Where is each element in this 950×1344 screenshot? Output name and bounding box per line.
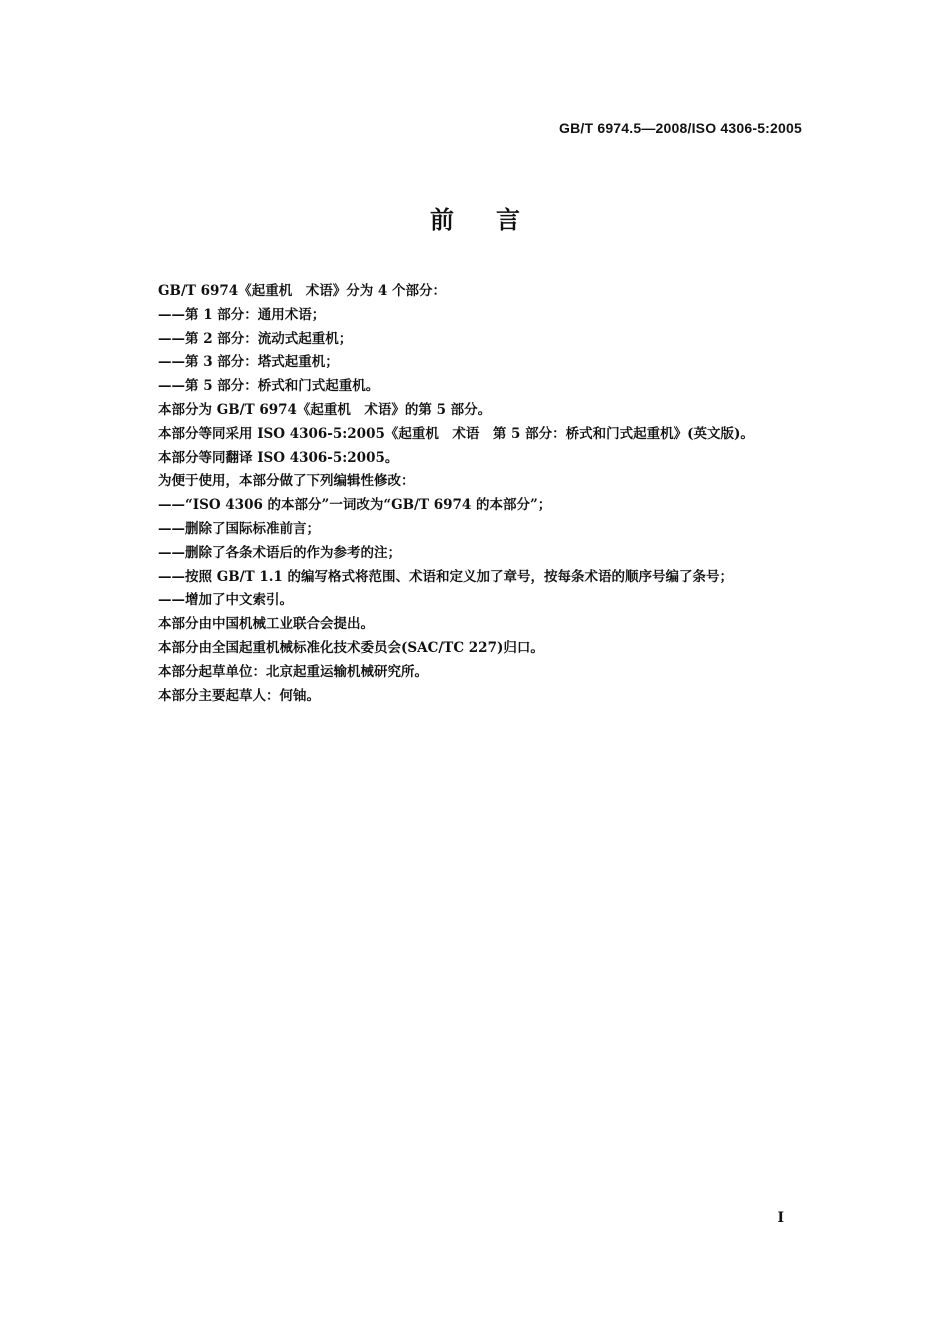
text-line: 本部分等同翻译 ISO 4306-5:2005。 xyxy=(158,449,399,466)
text-line: 本部分等同采用 ISO 4306-5:2005《起重机 术语 第 5 部分：桥式和门式起重机》(英文版)。 xyxy=(158,425,754,442)
foreword-body xyxy=(158,280,818,708)
text-line: ——第 1 部分：通用术语； xyxy=(158,306,326,323)
page-number: I xyxy=(777,1210,784,1226)
text-line: ——“ISO 4306 的本部分”一词改为“GB/T 6974 的本部分”； xyxy=(158,497,552,514)
text-line: 本部分由中国机械工业联合会提出。 xyxy=(158,616,374,633)
text-line: 本部分为 GB/T 6974《起重机 术语》的第 5 部分。 xyxy=(158,401,492,418)
standard-code-header: GB/T 6974.5—2008/ISO 4306-5:2005 xyxy=(559,120,802,136)
text-line: ——删除了各条术语后的作为参考的注； xyxy=(158,544,401,561)
text-line: 为便于使用，本部分做了下列编辑性修改： xyxy=(158,473,415,490)
text-line: 本部分起草单位：北京起重运输机械研究所。 xyxy=(158,663,428,680)
text-line: GB/T 6974《起重机 术语》分为 4 个部分： xyxy=(158,283,446,299)
text-line: 本部分主要起草人：何铀。 xyxy=(158,687,320,704)
page-title: 前言 xyxy=(430,206,562,234)
text-line: ——删除了国际标准前言； xyxy=(158,520,320,537)
text-line: ——增加了中文索引。 xyxy=(158,592,293,609)
text-line: ——第 3 部分：塔式起重机； xyxy=(158,354,339,371)
text-line: ——第 5 部分：桥式和门式起重机。 xyxy=(158,378,380,395)
text-line: 本部分由全国起重机械标准化技术委员会(SAC/TC 227)归口。 xyxy=(158,639,544,656)
text-line: ——第 2 部分：流动式起重机； xyxy=(158,330,353,347)
text-line: ——按照 GB/T 1.1 的编写格式将范围、术语和定义加了章号，按每条术语的顺序号编了条号； xyxy=(158,568,734,585)
